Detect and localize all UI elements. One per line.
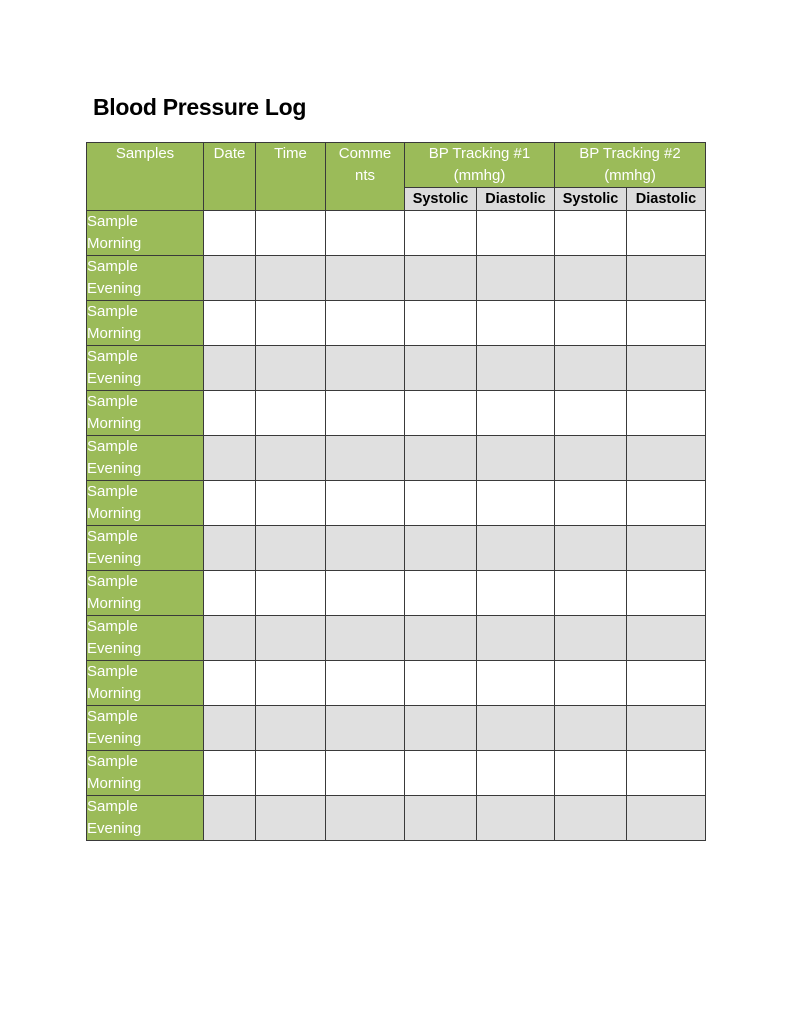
header-comments-line2: nts	[354, 167, 375, 184]
row-label	[87, 211, 204, 256]
row-label	[87, 436, 204, 481]
subheader-diastolic-1: Diastolic	[477, 188, 555, 211]
header-bp1-line1: BP Tracking #1	[428, 145, 531, 162]
row-label-line1: Sample	[87, 528, 138, 545]
header-bp2-line2: (mmhg)	[604, 167, 656, 184]
entry-cell-date[interactable]	[204, 256, 256, 301]
entry-cell-bp1-diastolic[interactable]	[477, 481, 555, 526]
row-label-line2: Morning	[87, 775, 142, 792]
subheader-systolic-2: Systolic	[555, 188, 627, 211]
entry-cell-date[interactable]	[204, 436, 256, 481]
row-label-line1: Sample	[87, 663, 138, 680]
header-samples	[87, 143, 204, 211]
entry-cell-bp1-systolic[interactable]	[405, 571, 477, 616]
entry-cell-comments[interactable]	[326, 346, 405, 391]
header-time-label: Time	[274, 145, 307, 162]
entry-cell-bp2-diastolic[interactable]	[627, 571, 706, 616]
entry-cell-date[interactable]	[204, 616, 256, 661]
entry-cell-bp1-systolic[interactable]	[405, 211, 477, 256]
entry-cell-bp1-diastolic[interactable]	[477, 346, 555, 391]
entry-cell-bp2-diastolic[interactable]	[627, 301, 706, 346]
entry-cell-bp2-diastolic[interactable]	[627, 436, 706, 481]
entry-cell-date[interactable]	[204, 706, 256, 751]
entry-cell-comments[interactable]	[326, 706, 405, 751]
entry-cell-comments[interactable]	[326, 616, 405, 661]
table-row	[87, 616, 706, 661]
entry-cell-bp1-systolic[interactable]	[405, 256, 477, 301]
entry-cell-bp1-systolic[interactable]	[405, 706, 477, 751]
entry-cell-date[interactable]	[204, 211, 256, 256]
entry-cell-bp2-diastolic[interactable]	[627, 391, 706, 436]
header-bp1-line2: (mmhg)	[453, 167, 506, 184]
row-label-line1: Sample	[87, 438, 138, 455]
entry-cell-time[interactable]	[256, 346, 326, 391]
entry-cell-bp2-diastolic[interactable]	[627, 796, 706, 841]
entry-cell-comments[interactable]	[326, 211, 405, 256]
entry-cell-time[interactable]	[256, 211, 326, 256]
page-title: Blood Pressure Log	[93, 94, 307, 120]
entry-cell-bp1-diastolic[interactable]	[477, 301, 555, 346]
entry-cell-bp1-diastolic[interactable]	[477, 616, 555, 661]
entry-cell-time[interactable]	[256, 526, 326, 571]
entry-cell-time[interactable]	[256, 301, 326, 346]
entry-cell-time[interactable]	[256, 661, 326, 706]
entry-cell-bp1-systolic[interactable]	[405, 346, 477, 391]
row-label-line1: Sample	[87, 258, 138, 275]
entry-cell-time[interactable]	[256, 616, 326, 661]
row-label-line1: Sample	[87, 483, 138, 500]
entry-cell-bp1-diastolic[interactable]	[477, 751, 555, 796]
entry-cell-bp2-systolic[interactable]	[555, 571, 627, 616]
entry-cell-time[interactable]	[256, 256, 326, 301]
entry-cell-date[interactable]	[204, 571, 256, 616]
entry-cell-comments[interactable]	[326, 481, 405, 526]
table-row	[87, 211, 706, 256]
table-row	[87, 436, 706, 481]
row-label	[87, 256, 204, 301]
table-row	[87, 256, 706, 301]
entry-cell-bp2-systolic[interactable]	[555, 526, 627, 571]
table-row	[87, 391, 706, 436]
entry-cell-comments[interactable]	[326, 751, 405, 796]
table-row	[87, 301, 706, 346]
entry-cell-bp2-systolic[interactable]	[555, 211, 627, 256]
entry-cell-comments[interactable]	[326, 661, 405, 706]
table-row	[87, 526, 706, 571]
row-label-line1: Sample	[87, 348, 138, 365]
entry-cell-time[interactable]	[256, 751, 326, 796]
row-label-line1: Sample	[87, 303, 138, 320]
row-label-line2: Evening	[87, 460, 142, 477]
row-label-line1: Sample	[87, 708, 138, 725]
entry-cell-bp1-diastolic[interactable]	[477, 706, 555, 751]
entry-cell-date[interactable]	[204, 796, 256, 841]
entry-cell-bp2-diastolic[interactable]	[627, 751, 706, 796]
row-label-line2: Evening	[87, 370, 142, 387]
entry-cell-bp1-systolic[interactable]	[405, 526, 477, 571]
entry-cell-bp1-systolic[interactable]	[405, 301, 477, 346]
entry-cell-bp2-systolic[interactable]	[555, 346, 627, 391]
row-label-line2: Evening	[87, 550, 142, 567]
table-row	[87, 751, 706, 796]
entry-cell-bp1-diastolic[interactable]	[477, 571, 555, 616]
entry-cell-bp1-diastolic[interactable]	[477, 391, 555, 436]
entry-cell-bp2-systolic[interactable]	[555, 256, 627, 301]
entry-cell-comments[interactable]	[326, 796, 405, 841]
entry-cell-bp2-systolic[interactable]	[555, 616, 627, 661]
entry-cell-bp1-diastolic[interactable]	[477, 436, 555, 481]
entry-cell-date[interactable]	[204, 481, 256, 526]
row-label	[87, 706, 204, 751]
row-label	[87, 346, 204, 391]
entry-cell-bp2-systolic[interactable]	[555, 751, 627, 796]
entry-cell-date[interactable]	[204, 526, 256, 571]
log-body	[87, 211, 706, 841]
entry-cell-bp2-systolic[interactable]	[555, 661, 627, 706]
entry-cell-bp1-diastolic[interactable]	[477, 211, 555, 256]
row-label-line1: Sample	[87, 798, 138, 815]
entry-cell-bp2-diastolic[interactable]	[627, 526, 706, 571]
header-samples-label: Samples	[115, 145, 175, 162]
entry-cell-comments[interactable]	[326, 436, 405, 481]
entry-cell-bp1-diastolic[interactable]	[477, 256, 555, 301]
blood-pressure-table	[86, 142, 706, 841]
entry-cell-time[interactable]	[256, 706, 326, 751]
table-row	[87, 661, 706, 706]
header-date-label: Date	[213, 145, 246, 162]
header-time	[256, 143, 326, 211]
row-label-line2: Morning	[87, 685, 142, 702]
row-label-line2: Morning	[87, 505, 142, 522]
entry-cell-bp1-systolic[interactable]	[405, 796, 477, 841]
row-label-line1: Sample	[87, 573, 138, 590]
entry-cell-date[interactable]	[204, 661, 256, 706]
row-label-line1: Sample	[87, 213, 138, 230]
header-comments	[326, 143, 405, 211]
entry-cell-time[interactable]	[256, 391, 326, 436]
row-label-line2: Morning	[87, 235, 142, 252]
entry-cell-bp1-systolic[interactable]	[405, 616, 477, 661]
row-label	[87, 391, 204, 436]
table-row	[87, 796, 706, 841]
entry-cell-time[interactable]	[256, 436, 326, 481]
entry-cell-bp1-diastolic[interactable]	[477, 661, 555, 706]
entry-cell-comments[interactable]	[326, 526, 405, 571]
entry-cell-date[interactable]	[204, 346, 256, 391]
table-row	[87, 571, 706, 616]
row-label	[87, 616, 204, 661]
entry-cell-bp2-systolic[interactable]	[555, 391, 627, 436]
entry-cell-bp1-systolic[interactable]	[405, 481, 477, 526]
entry-cell-bp1-diastolic[interactable]	[477, 796, 555, 841]
table-row	[87, 346, 706, 391]
row-label-line2: Evening	[87, 640, 142, 657]
entry-cell-time[interactable]	[256, 481, 326, 526]
row-label-line1: Sample	[87, 393, 138, 410]
entry-cell-time[interactable]	[256, 571, 326, 616]
header-date	[204, 143, 256, 211]
row-label	[87, 481, 204, 526]
row-label	[87, 661, 204, 706]
header-comments-line1: Comme	[338, 145, 392, 162]
entry-cell-date[interactable]	[204, 301, 256, 346]
entry-cell-bp2-diastolic[interactable]	[627, 661, 706, 706]
entry-cell-bp2-systolic[interactable]	[555, 436, 627, 481]
table-row	[87, 706, 706, 751]
row-label-line1: Sample	[87, 753, 138, 770]
subheader-diastolic-2: Diastolic	[627, 188, 706, 211]
header-bp-tracking-1	[405, 143, 555, 188]
entry-cell-bp2-systolic[interactable]	[555, 706, 627, 751]
row-label-line2: Morning	[87, 415, 142, 432]
entry-cell-comments[interactable]	[326, 256, 405, 301]
row-label-line2: Morning	[87, 595, 142, 612]
header-bp-tracking-2	[555, 143, 706, 188]
entry-cell-date[interactable]	[204, 391, 256, 436]
entry-cell-bp1-diastolic[interactable]	[477, 526, 555, 571]
row-label	[87, 751, 204, 796]
entry-cell-bp2-diastolic[interactable]	[627, 706, 706, 751]
entry-cell-comments[interactable]	[326, 391, 405, 436]
row-label-line1: Sample	[87, 618, 138, 635]
entry-cell-time[interactable]	[256, 796, 326, 841]
entry-cell-bp1-systolic[interactable]	[405, 391, 477, 436]
row-label-line2: Evening	[87, 820, 142, 837]
row-label-line2: Evening	[87, 280, 142, 297]
entry-cell-bp2-systolic[interactable]	[555, 301, 627, 346]
entry-cell-bp2-diastolic[interactable]	[627, 481, 706, 526]
entry-cell-date[interactable]	[204, 751, 256, 796]
entry-cell-bp1-systolic[interactable]	[405, 436, 477, 481]
row-label	[87, 571, 204, 616]
entry-cell-bp2-diastolic[interactable]	[627, 616, 706, 661]
entry-cell-bp2-diastolic[interactable]	[627, 211, 706, 256]
entry-cell-bp2-systolic[interactable]	[555, 481, 627, 526]
entry-cell-bp2-systolic[interactable]	[555, 796, 627, 841]
row-label	[87, 526, 204, 571]
entry-cell-bp1-systolic[interactable]	[405, 661, 477, 706]
row-label	[87, 301, 204, 346]
entry-cell-bp2-diastolic[interactable]	[627, 256, 706, 301]
header-bp2-line1: BP Tracking #2	[579, 145, 681, 162]
subheader-systolic-1: Systolic	[405, 188, 477, 211]
entry-cell-comments[interactable]	[326, 301, 405, 346]
entry-cell-bp1-systolic[interactable]	[405, 751, 477, 796]
entry-cell-bp2-diastolic[interactable]	[627, 346, 706, 391]
row-label	[87, 796, 204, 841]
row-label-line2: Morning	[87, 325, 142, 342]
table-row	[87, 481, 706, 526]
row-label-line2: Evening	[87, 730, 142, 747]
entry-cell-comments[interactable]	[326, 571, 405, 616]
